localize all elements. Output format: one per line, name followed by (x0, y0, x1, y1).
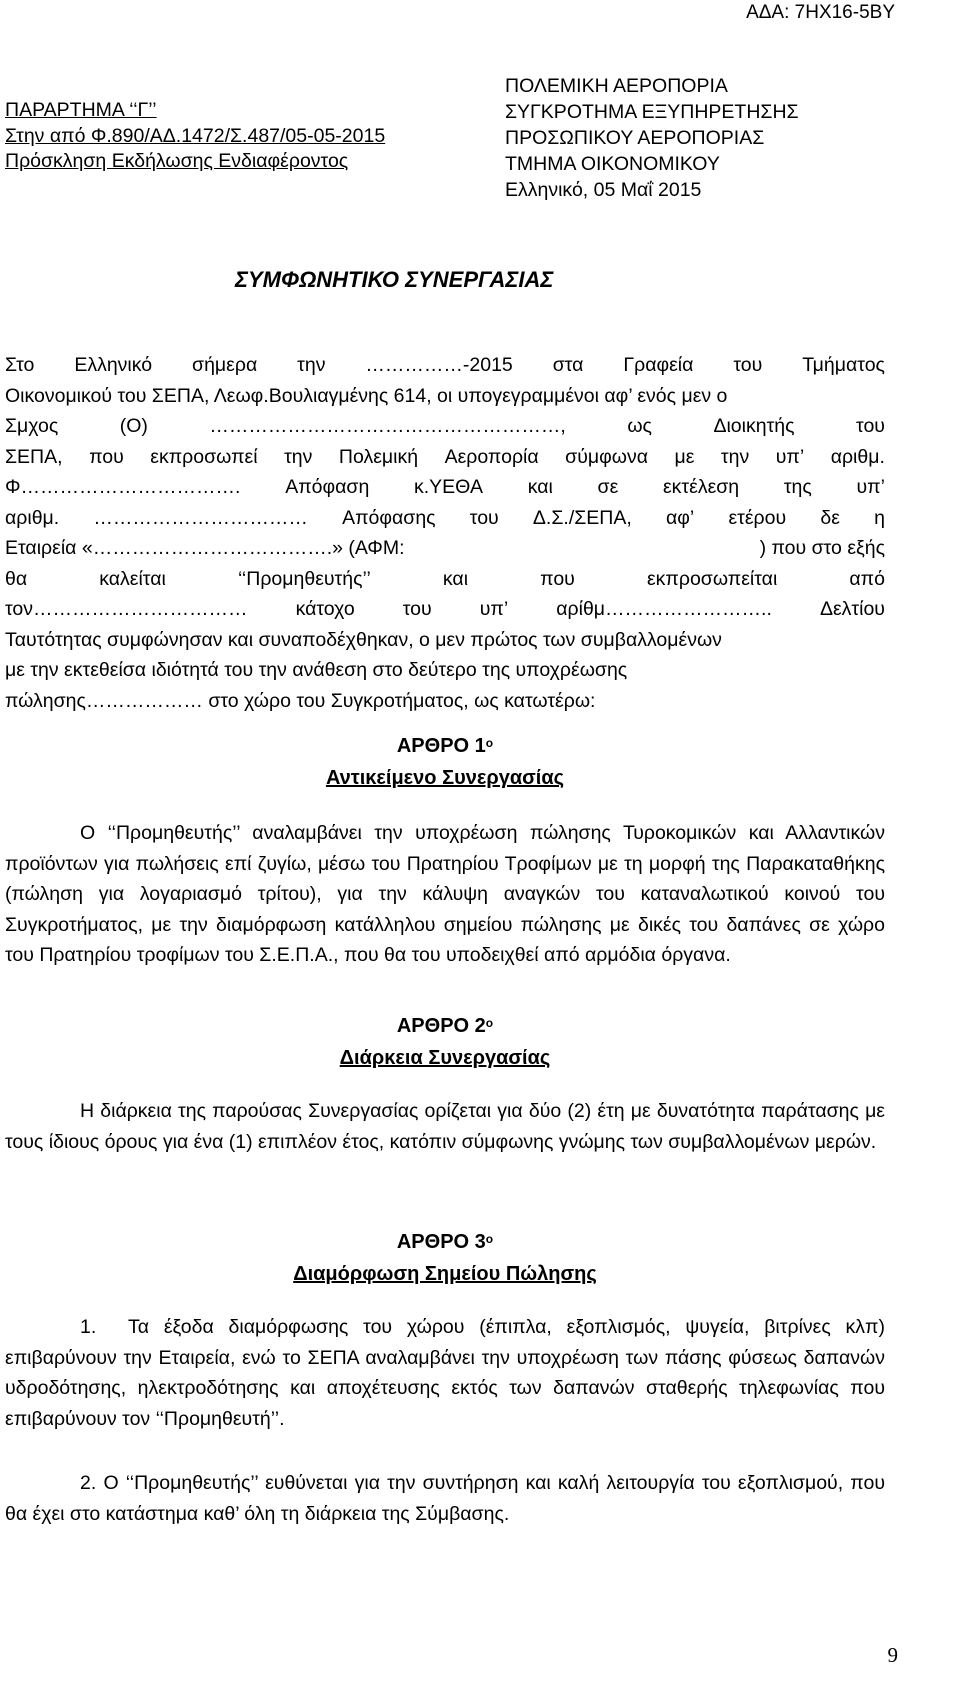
intro-line-12: πώλησης……………… στο χώρο του Συγκροτήματος, ως κατωτέρω: (5, 689, 596, 712)
intro-line-8: θα καλείται ‘‘Προμηθευτής’’ και που εκπροσωπείται από (5, 567, 885, 590)
article-2-subtitle: Διάρκεια Συνεργασίας (339, 1047, 551, 1069)
intro-line-7: Εταιρεία «……………………………….» (ΑΦΜ: ) που στο εξής (5, 537, 885, 559)
org-line2: ΣΥΓΚΡΟΤΗΜΑ ΕΞΥΠΗΡΕΤΗΣΗΣ (505, 101, 799, 123)
article-3-p1-number: 1. (80, 1316, 97, 1338)
annex-title: ΠΑΡΑΡΤΗΜΑ ‘‘Γ’’ (5, 99, 157, 121)
intro-line-9: τον…………………………… κάτοχο του υπ’ αρίθμ…………………….. Δελτίου (5, 598, 885, 620)
intro-paragraph (5, 350, 885, 716)
article-3-paragraph-2: 2. Ο ‘‘Προμηθευτής’’ ευθύνεται για την συντήρηση και καλή λειτουργία του εξοπλισμού, που θα έχει στο κατάστημα καθ’ όλη τη διάρκεια της Σύμβασης. (5, 1472, 885, 1525)
intro-line-10: Ταυτότητας συμφώνησαν και συναποδέχθηκαν, ο μεν πρώτος των συμβαλλομένων (5, 628, 722, 651)
article-3-paragraph-1: 1. Τα έξοδα διαμόρφωσης του χώρου (έπιπλα, εξοπλισμός, ψυγεία, βιτρίνες κλπ) επιβαρύνουν την Εταιρεία, ενώ το ΣΕΠΑ αναλαμβάνει την υποχρέωση των πάσης φύσεως δαπανών υδροδότησης, ηλεκτροδότησης και αποχέτευσης εκτός των δαπανών σταθερής τηλεφωνίας που επιβαρύνουν τον ‘‘Προμηθευτή’’. (5, 1312, 885, 1434)
article-3-subtitle: Διαμόρφωση Σημείου Πώλησης (293, 1263, 597, 1285)
article-2-text: Η διάρκεια της παρούσας Συνεργασίας ορίζεται για δύο (2) έτη με δυνατότητα παράτασης με τους ίδιους όρους για ένα (1) επιπλέον έτος, κατόπιν σύμφωνης γνώμης των συμβαλλομένων μερών. (5, 1100, 885, 1153)
intro-line-3: Σμχος (Ο) ………………………………………………, ως Διοικητής του (5, 415, 885, 437)
document-title: ΣΥΜΦΩΝΗΤΙΚΟ ΣΥΝΕΡΓΑΣΙΑΣ (235, 267, 554, 292)
org-line1: ΠΟΛΕΜΙΚΗ ΑΕΡΟΠΟΡΙΑ (505, 75, 728, 97)
ada-code: ΑΔΑ: 7ΗΧ16-5ΒΥ (746, 2, 895, 23)
org-line3: ΠΡΟΣΩΠΙΚΟΥ ΑΕΡΟΠΟΡΙΑΣ (505, 127, 765, 149)
intro-line-5: Φ……………………………. Απόφαση κ.ΥΕΘΑ και σε εκτέλεση της υπ’ (5, 476, 885, 498)
page-number: 9 (887, 1643, 898, 1667)
article-2-heading: ΑΡΘΡΟ $2^o$ (396, 1015, 494, 1037)
intro-line-1: Στο Ελληνικό σήμερα την ……………-2015 στα Γραφεία του Τμήματος (5, 354, 885, 376)
article-1-subtitle: Αντικείμενο Συνεργασίας (325, 767, 565, 789)
annex-ref: Στην από Φ.890/ΑΔ.1472/Σ.487/05-05-2015 (5, 124, 386, 147)
intro-line-6: αριθμ. …………………………… Απόφασης του Δ.Σ./ΣΕΠΑ, αφ’ ετέρου δε η (5, 506, 885, 529)
article-3-heading: ΑΡΘΡΟ $3^o$ (396, 1231, 494, 1253)
annex-invitation: Πρόσκληση Εκδήλωσης Ενδιαφέροντος (5, 150, 349, 172)
annex-header (5, 98, 385, 175)
intro-line-2: Οικονομικού του ΣΕΠΑ, Λεωφ.Βουλιαγμένης 614, οι υπογεγραμμένοι αφ’ ενός μεν ο (5, 384, 728, 407)
article-1-heading: ΑΡΘΡΟ $1^o$ (396, 735, 494, 757)
org-header (505, 73, 799, 203)
org-line4: ΤΜΗΜΑ ΟΙΚΟΝΟΜΙΚΟΥ (505, 153, 720, 175)
org-date: Ελληνικό, 05 Μαΐ 2015 (505, 179, 702, 201)
article-1-text: Ο ‘‘Προμηθευτής’’ αναλαμβάνει την υποχρέωση πώλησης Τυροκομικών και Αλλαντικών προϊόντων για πωλήσεις επί ζυγίω, μέσω του Πρατηρίου Τροφίμων με τη μορφή της Παρακαταθήκης (πώληση για λογαριασμό τρίτου), για την κάλυψη αναγκών του καταναλωτικού κοινού του Συγκροτήματος, με την διαμόρφωση κατάλληλου σημείου πώλησης με δικές του δαπάνες σε χώρο του Πρατηρίου τροφίμων του Σ.Ε.Π.Α., που θα του υποδειχθεί από αρμόδια όργανα. (5, 822, 885, 966)
intro-line-11: με την εκτεθείσα ιδιότητά του την ανάθεση στο δεύτερο της υποχρέωσης (5, 659, 628, 681)
intro-line-4: ΣΕΠΑ, που εκπροσωπεί την Πολεμική Αεροπορία σύμφωνα με την υπ’ αριθμ. (5, 445, 885, 468)
